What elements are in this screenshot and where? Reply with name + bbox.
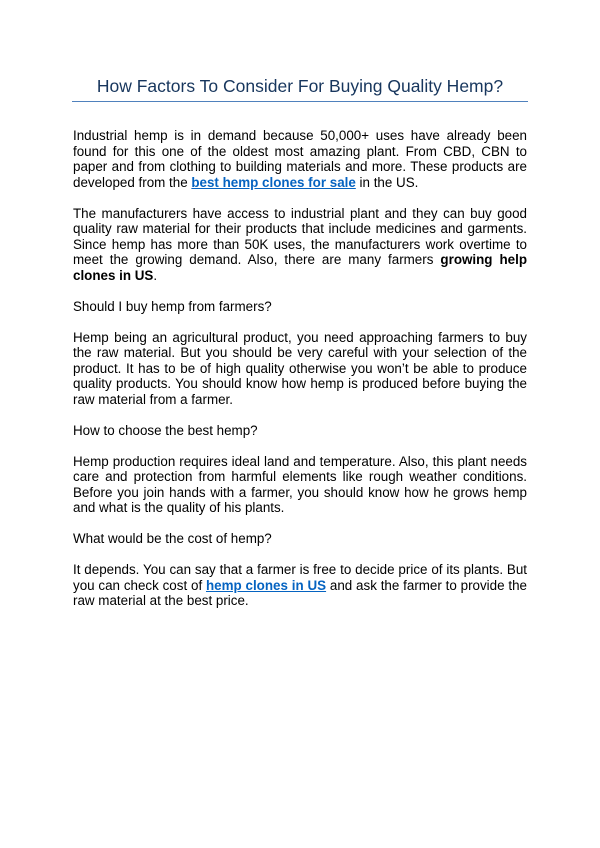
paragraph-manufacturers-text: The manufacturers have access to industrial plant and they can buy good quality raw material for their products that include medicines and garments. Since hemp has more than 50K uses, the manufacturers work overtime to meet the growing demand. Also, there are many farmers (73, 205, 527, 267)
paragraph-intro-tail: in the US. (355, 174, 419, 190)
paragraph-manufacturers (73, 206, 527, 284)
paragraph-intro (73, 128, 527, 190)
question-cost: What would be the cost of hemp? (73, 531, 272, 546)
best-hemp-clones-link[interactable]: best hemp clones for sale (191, 174, 356, 190)
paragraph-manufacturers-tail: . (153, 267, 158, 283)
paragraph-choose-best: Hemp production requires ideal land and temperature. Also, this plant needs care and protection from harmful elements like rough weather conditions. Before you join hands with a farmer, you should know how he grows hemp and what is the quality of his plants. (73, 453, 527, 515)
question-choose-best: How to choose the best hemp? (73, 422, 258, 438)
bold-phrase: growing help clones in US (73, 252, 528, 283)
page-title: How Factors To Consider For Buying Quality Hemp? (96, 76, 504, 96)
document-body (73, 128, 527, 624)
paragraph-cost (73, 562, 527, 609)
paragraph-cost-tail: and ask the farmer to provide the raw material at the best price. (73, 577, 527, 608)
paragraph-buy-from-farmers: Hemp being an agricultural product, you need approaching farmers to buy the raw material. But you should be very careful with your selection of the product. It has to be of high quality otherwise you won’t be able to produce quality products. You should know how hemp is produced before buying the raw material from a farmer. (73, 329, 527, 407)
paragraph-intro-text: Industrial hemp is in demand because 50,000+ uses have already been found for this one of the oldest most amazing plant. From CBD, CBN to paper and from clothing to building materials and more. These products are developed from the (73, 128, 527, 190)
paragraph-cost-text: It depends. You can say that a farmer is free to decide price of its plants. But you can check cost of (73, 562, 527, 593)
hemp-clones-us-link[interactable]: hemp clones in US (205, 577, 327, 593)
question-buy-from-farmers: Should I buy hemp from farmers? (73, 298, 272, 314)
title-block (72, 76, 528, 102)
